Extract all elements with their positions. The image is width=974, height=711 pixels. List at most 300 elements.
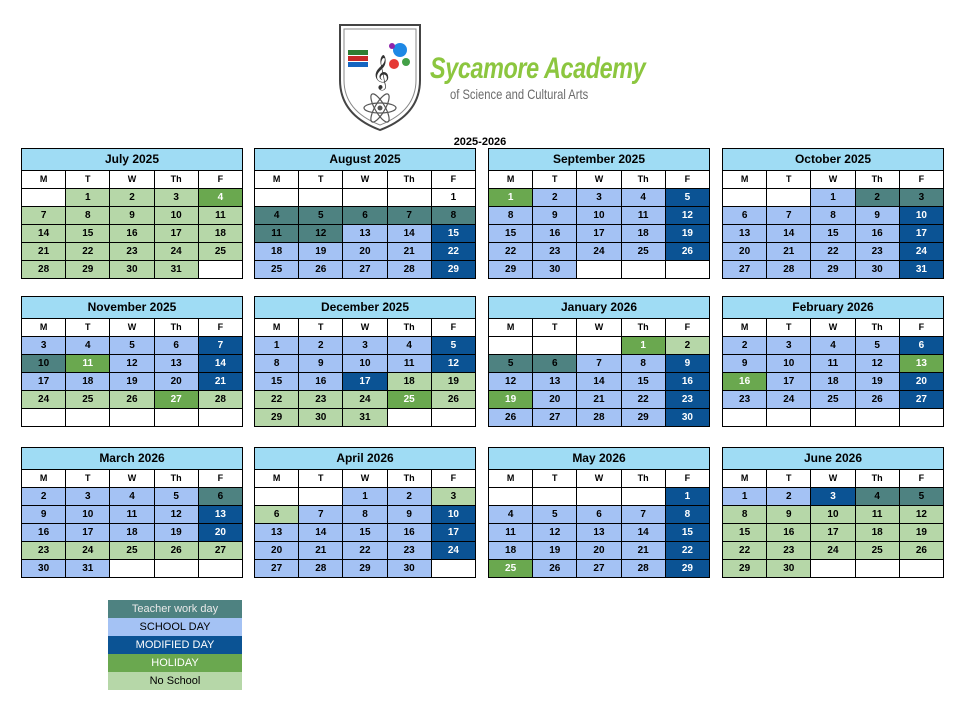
day-cell: [855, 560, 899, 578]
day-cell: 22: [343, 542, 387, 560]
day-cell: 20: [723, 243, 767, 261]
day-cell: [299, 488, 343, 506]
day-cell: 23: [110, 243, 154, 261]
day-cell: 11: [66, 355, 110, 373]
week-row: [489, 207, 710, 225]
day-cell: [431, 560, 475, 578]
day-cell: 11: [489, 524, 533, 542]
month-calendar: [254, 148, 476, 279]
week-row: [489, 373, 710, 391]
day-cell: [811, 409, 855, 427]
weekday-header: W: [811, 319, 855, 337]
month-calendar: [722, 148, 944, 279]
day-cell: 26: [533, 560, 577, 578]
day-cell: 19: [154, 524, 198, 542]
day-cell: [22, 189, 66, 207]
legend-item: SCHOOL DAY: [108, 618, 242, 636]
day-cell: 14: [621, 524, 665, 542]
day-cell: 9: [767, 506, 811, 524]
day-cell: 16: [22, 524, 66, 542]
day-cell: 10: [577, 207, 621, 225]
weekday-header: W: [577, 171, 621, 189]
day-cell: 26: [899, 542, 943, 560]
day-cell: 24: [577, 243, 621, 261]
day-cell: 25: [110, 542, 154, 560]
day-cell: 13: [198, 506, 242, 524]
weekday-header: W: [343, 171, 387, 189]
day-cell: [899, 560, 943, 578]
day-cell: 21: [387, 243, 431, 261]
day-cell: 25: [387, 391, 431, 409]
day-cell: 1: [343, 488, 387, 506]
day-cell: 1: [66, 189, 110, 207]
day-cell: 14: [198, 355, 242, 373]
week-row: [22, 506, 243, 524]
crest-icon: [330, 20, 430, 135]
day-cell: [621, 261, 665, 279]
day-cell: 9: [299, 355, 343, 373]
day-cell: 30: [299, 409, 343, 427]
weekday-header: T: [299, 319, 343, 337]
day-cell: 4: [811, 337, 855, 355]
day-cell: 18: [387, 373, 431, 391]
day-cell: 10: [22, 355, 66, 373]
day-cell: 28: [577, 409, 621, 427]
day-cell: 21: [767, 243, 811, 261]
week-row: [255, 524, 476, 542]
day-cell: 15: [66, 225, 110, 243]
day-cell: 27: [255, 560, 299, 578]
day-cell: 2: [299, 337, 343, 355]
day-cell: 15: [255, 373, 299, 391]
legend-item: Teacher work day: [108, 600, 242, 618]
day-cell: 19: [855, 373, 899, 391]
month-calendar: [488, 148, 710, 279]
day-cell: 7: [621, 506, 665, 524]
weekday-header: W: [811, 171, 855, 189]
weekday-header: M: [255, 319, 299, 337]
day-cell: 6: [723, 207, 767, 225]
week-row: [255, 373, 476, 391]
weekday-header: M: [22, 470, 66, 488]
weekday-header: W: [110, 470, 154, 488]
weekday-header: T: [66, 171, 110, 189]
day-cell: 23: [533, 243, 577, 261]
week-row: [255, 207, 476, 225]
day-cell: 20: [343, 243, 387, 261]
day-cell: 10: [343, 355, 387, 373]
day-cell: 27: [533, 409, 577, 427]
day-cell: 4: [621, 189, 665, 207]
day-cell: 5: [431, 337, 475, 355]
weekday-header: Th: [855, 319, 899, 337]
svg-text:𝄞: 𝄞: [372, 55, 390, 90]
day-cell: 20: [154, 373, 198, 391]
day-cell: 16: [723, 373, 767, 391]
week-row: [723, 337, 944, 355]
day-cell: 12: [154, 506, 198, 524]
day-cell: [665, 261, 709, 279]
day-cell: 15: [811, 225, 855, 243]
day-cell: 6: [899, 337, 943, 355]
day-cell: 18: [198, 225, 242, 243]
weekday-header: Th: [387, 319, 431, 337]
day-cell: 6: [154, 337, 198, 355]
day-cell: 4: [198, 189, 242, 207]
day-cell: 13: [899, 355, 943, 373]
month-title: January 2026: [489, 297, 710, 319]
day-cell: 6: [198, 488, 242, 506]
day-cell: 29: [489, 261, 533, 279]
day-cell: [255, 189, 299, 207]
day-cell: 25: [621, 243, 665, 261]
day-cell: 7: [22, 207, 66, 225]
weekday-header: F: [198, 319, 242, 337]
day-cell: 28: [198, 391, 242, 409]
month-calendar: [488, 447, 710, 578]
week-row: [489, 391, 710, 409]
day-cell: 19: [665, 225, 709, 243]
day-cell: 28: [767, 261, 811, 279]
weekday-header: Th: [387, 171, 431, 189]
week-row: [723, 225, 944, 243]
day-cell: 19: [489, 391, 533, 409]
weekday-header: T: [533, 319, 577, 337]
day-cell: 20: [198, 524, 242, 542]
day-cell: 18: [489, 542, 533, 560]
day-cell: 30: [533, 261, 577, 279]
day-cell: 12: [431, 355, 475, 373]
week-row: [489, 337, 710, 355]
day-cell: 25: [198, 243, 242, 261]
week-row: [255, 391, 476, 409]
day-cell: 9: [533, 207, 577, 225]
weekday-header: F: [431, 470, 475, 488]
week-row: [22, 225, 243, 243]
day-cell: 11: [621, 207, 665, 225]
week-row: [255, 542, 476, 560]
weekday-header: M: [723, 319, 767, 337]
weekday-header: Th: [154, 470, 198, 488]
day-cell: 22: [723, 542, 767, 560]
week-row: [22, 542, 243, 560]
day-cell: 11: [110, 506, 154, 524]
week-row: [489, 225, 710, 243]
weekday-header: M: [22, 319, 66, 337]
day-cell: 21: [621, 542, 665, 560]
day-cell: 5: [899, 488, 943, 506]
day-cell: 18: [811, 373, 855, 391]
day-cell: 30: [855, 261, 899, 279]
week-row: [22, 488, 243, 506]
day-cell: 18: [255, 243, 299, 261]
day-cell: 30: [110, 261, 154, 279]
day-cell: [899, 409, 943, 427]
day-cell: 31: [899, 261, 943, 279]
day-cell: 22: [431, 243, 475, 261]
weekday-header: M: [489, 171, 533, 189]
weekday-header: M: [489, 319, 533, 337]
day-cell: 9: [387, 506, 431, 524]
day-cell: 9: [855, 207, 899, 225]
week-row: [255, 225, 476, 243]
day-cell: 12: [299, 225, 343, 243]
weekday-header: Th: [154, 171, 198, 189]
day-cell: 29: [723, 560, 767, 578]
day-cell: 21: [299, 542, 343, 560]
day-cell: 10: [899, 207, 943, 225]
month-title: April 2026: [255, 448, 476, 470]
day-cell: 22: [811, 243, 855, 261]
day-cell: 29: [621, 409, 665, 427]
day-cell: 3: [811, 488, 855, 506]
school-name: Sycamore Academy: [430, 52, 646, 85]
day-cell: [489, 337, 533, 355]
day-cell: 9: [110, 207, 154, 225]
day-cell: 20: [533, 391, 577, 409]
day-cell: 14: [299, 524, 343, 542]
weekday-header: Th: [621, 470, 665, 488]
weekday-header: F: [198, 470, 242, 488]
weekday-header: M: [255, 171, 299, 189]
day-cell: 25: [66, 391, 110, 409]
day-cell: 22: [621, 391, 665, 409]
day-cell: 17: [577, 225, 621, 243]
week-row: [255, 560, 476, 578]
day-cell: 13: [533, 373, 577, 391]
day-cell: 3: [577, 189, 621, 207]
day-cell: 30: [767, 560, 811, 578]
legend-item: HOLIDAY: [108, 654, 242, 672]
day-cell: 14: [767, 225, 811, 243]
weekday-header: T: [767, 319, 811, 337]
weekday-header: T: [767, 171, 811, 189]
week-row: [723, 409, 944, 427]
day-cell: 2: [767, 488, 811, 506]
day-cell: [577, 337, 621, 355]
day-cell: [533, 488, 577, 506]
day-cell: 7: [299, 506, 343, 524]
day-cell: 22: [665, 542, 709, 560]
month-title: December 2025: [255, 297, 476, 319]
weekday-header: T: [767, 470, 811, 488]
day-cell: 1: [621, 337, 665, 355]
weekday-header: W: [110, 319, 154, 337]
weekday-header: T: [299, 171, 343, 189]
day-cell: 26: [110, 391, 154, 409]
day-cell: 1: [665, 488, 709, 506]
day-cell: 6: [577, 506, 621, 524]
week-row: [723, 542, 944, 560]
day-cell: 2: [665, 337, 709, 355]
day-cell: 3: [343, 337, 387, 355]
day-cell: 17: [767, 373, 811, 391]
day-cell: 7: [577, 355, 621, 373]
day-cell: 16: [533, 225, 577, 243]
day-cell: [198, 409, 242, 427]
day-cell: 26: [431, 391, 475, 409]
day-cell: 29: [811, 261, 855, 279]
day-cell: 2: [855, 189, 899, 207]
day-cell: 19: [899, 524, 943, 542]
day-cell: 19: [299, 243, 343, 261]
day-cell: 21: [22, 243, 66, 261]
day-cell: 13: [723, 225, 767, 243]
day-cell: 16: [665, 373, 709, 391]
day-cell: 10: [811, 506, 855, 524]
week-row: [723, 243, 944, 261]
day-cell: 5: [110, 337, 154, 355]
day-cell: 5: [533, 506, 577, 524]
week-row: [723, 524, 944, 542]
month-calendar: [21, 296, 243, 427]
week-row: [255, 355, 476, 373]
day-cell: [110, 560, 154, 578]
day-cell: 2: [387, 488, 431, 506]
day-cell: 16: [110, 225, 154, 243]
day-cell: 10: [66, 506, 110, 524]
day-cell: 1: [723, 488, 767, 506]
day-cell: 8: [66, 207, 110, 225]
day-cell: 8: [343, 506, 387, 524]
day-cell: 19: [110, 373, 154, 391]
weekday-header: F: [665, 319, 709, 337]
day-cell: 17: [431, 524, 475, 542]
day-cell: [723, 409, 767, 427]
day-cell: 5: [154, 488, 198, 506]
day-cell: 4: [489, 506, 533, 524]
day-cell: [489, 488, 533, 506]
weekday-header: F: [899, 319, 943, 337]
day-cell: 24: [154, 243, 198, 261]
day-cell: 19: [533, 542, 577, 560]
day-cell: [387, 189, 431, 207]
month-calendar: [21, 148, 243, 279]
week-row: [22, 391, 243, 409]
day-cell: 30: [22, 560, 66, 578]
weekday-header: W: [110, 171, 154, 189]
weekday-header: T: [66, 470, 110, 488]
day-cell: 26: [855, 391, 899, 409]
day-cell: 29: [431, 261, 475, 279]
day-cell: 5: [665, 189, 709, 207]
week-row: [723, 488, 944, 506]
day-cell: [767, 409, 811, 427]
week-row: [723, 373, 944, 391]
day-cell: 18: [66, 373, 110, 391]
day-cell: 25: [811, 391, 855, 409]
day-cell: 23: [299, 391, 343, 409]
day-cell: 24: [431, 542, 475, 560]
day-cell: 24: [899, 243, 943, 261]
weekday-header: Th: [154, 319, 198, 337]
day-cell: 27: [577, 560, 621, 578]
day-cell: 24: [343, 391, 387, 409]
week-row: [723, 189, 944, 207]
weekday-header: M: [489, 470, 533, 488]
day-cell: 3: [899, 189, 943, 207]
day-cell: 11: [811, 355, 855, 373]
day-cell: 13: [255, 524, 299, 542]
day-cell: 17: [899, 225, 943, 243]
day-cell: 20: [899, 373, 943, 391]
weekday-header: M: [255, 470, 299, 488]
month-title: March 2026: [22, 448, 243, 470]
legend-item: No School: [108, 672, 242, 690]
month-calendar: [722, 447, 944, 578]
day-cell: 4: [855, 488, 899, 506]
day-cell: 8: [489, 207, 533, 225]
day-cell: 31: [154, 261, 198, 279]
day-cell: 25: [255, 261, 299, 279]
day-cell: 20: [577, 542, 621, 560]
day-cell: 1: [431, 189, 475, 207]
day-cell: 28: [621, 560, 665, 578]
legend: [108, 600, 242, 690]
week-row: [723, 506, 944, 524]
weekday-header: F: [665, 171, 709, 189]
day-cell: 17: [811, 524, 855, 542]
day-cell: 8: [255, 355, 299, 373]
week-row: [723, 560, 944, 578]
day-cell: 29: [665, 560, 709, 578]
day-cell: 1: [811, 189, 855, 207]
day-cell: 14: [22, 225, 66, 243]
week-row: [723, 207, 944, 225]
month-title: July 2025: [22, 149, 243, 171]
day-cell: 2: [22, 488, 66, 506]
day-cell: 13: [343, 225, 387, 243]
day-cell: 9: [665, 355, 709, 373]
month-calendar: [722, 296, 944, 427]
weekday-header: F: [431, 171, 475, 189]
day-cell: 29: [255, 409, 299, 427]
day-cell: 22: [255, 391, 299, 409]
day-cell: 23: [22, 542, 66, 560]
day-cell: [66, 409, 110, 427]
day-cell: 22: [66, 243, 110, 261]
day-cell: 19: [431, 373, 475, 391]
weekday-header: F: [198, 171, 242, 189]
day-cell: 17: [154, 225, 198, 243]
day-cell: 7: [198, 337, 242, 355]
day-cell: 15: [621, 373, 665, 391]
day-cell: 9: [723, 355, 767, 373]
month-calendar: [254, 296, 476, 427]
day-cell: 12: [855, 355, 899, 373]
day-cell: 3: [22, 337, 66, 355]
day-cell: 10: [767, 355, 811, 373]
weekday-header: Th: [621, 319, 665, 337]
day-cell: 15: [431, 225, 475, 243]
day-cell: 3: [66, 488, 110, 506]
day-cell: 28: [299, 560, 343, 578]
day-cell: 26: [665, 243, 709, 261]
month-calendar: [254, 447, 476, 578]
day-cell: [767, 189, 811, 207]
weekday-header: Th: [621, 171, 665, 189]
day-cell: 2: [110, 189, 154, 207]
month-calendar: [21, 447, 243, 578]
day-cell: 24: [811, 542, 855, 560]
day-cell: 11: [255, 225, 299, 243]
day-cell: 26: [154, 542, 198, 560]
day-cell: 15: [665, 524, 709, 542]
week-row: [489, 506, 710, 524]
day-cell: 27: [723, 261, 767, 279]
day-cell: 6: [533, 355, 577, 373]
day-cell: 2: [533, 189, 577, 207]
